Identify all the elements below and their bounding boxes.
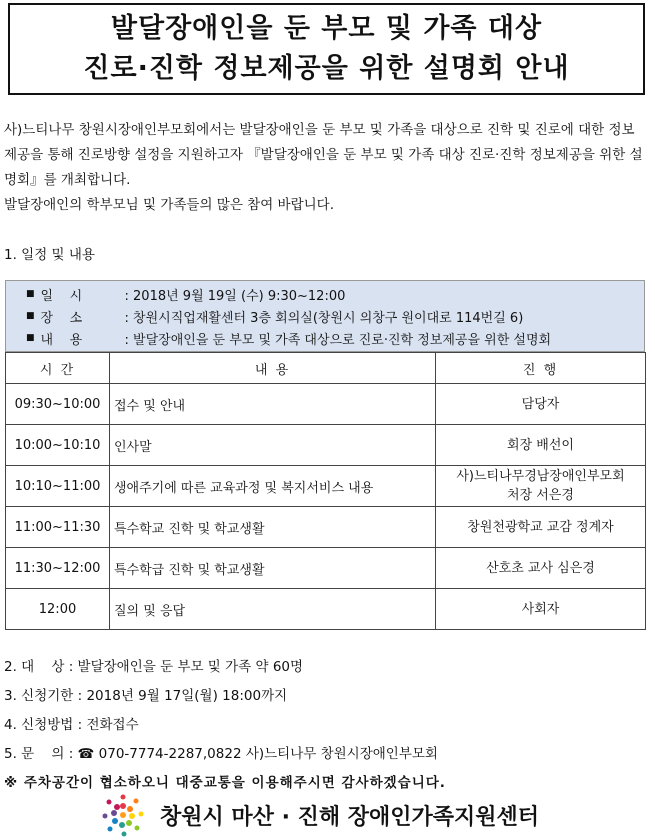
- info-value: : 2018년 9월 19일 (수) 9:30~12:00: [124, 288, 346, 304]
- detail-method: 4. 신청방법 : 전화접수: [4, 716, 139, 733]
- info-row-content: [6, 327, 644, 349]
- host-line-1: 회장 배선이: [507, 437, 574, 453]
- cell-time: 10:00~10:10: [6, 425, 110, 466]
- table-row: [6, 548, 646, 589]
- info-label: 내 용: [40, 332, 83, 348]
- cell-host: [436, 425, 646, 466]
- table-row: [6, 466, 646, 507]
- cell-content: 생애주기에 따른 교육과정 및 복지서비스 내용: [110, 466, 436, 507]
- cell-time: 11:30~12:00: [6, 548, 110, 589]
- detail-target: 2. 대 상 : 발달장애인을 둔 부모 및 가족 약 60명: [4, 658, 304, 675]
- cell-time: 11:00~11:30: [6, 507, 110, 548]
- table-header-row: [6, 353, 646, 384]
- cell-time: 12:00: [6, 589, 110, 630]
- host-line-1: 창원천광학교 교감 정계자: [467, 519, 614, 535]
- detail-deadline: 3. 신청기한 : 2018년 9월 17일(월) 18:00까지: [4, 687, 288, 704]
- cell-host: [436, 589, 646, 630]
- title-box: [8, 3, 645, 95]
- square-bullet-icon: ■: [26, 289, 35, 299]
- host-line-1: 사회자: [521, 601, 560, 617]
- colorful-dots-logo-icon: [100, 792, 146, 838]
- table-row: [6, 589, 646, 630]
- event-info-box: [5, 280, 645, 352]
- square-bullet-icon: ■: [26, 311, 35, 321]
- column-header-time: 시 간: [6, 353, 110, 384]
- cell-content: 인사말: [110, 425, 436, 466]
- cell-content: 특수학교 진학 및 학교생활: [110, 507, 436, 548]
- cell-host: [436, 507, 646, 548]
- host-line-1: 사)느티나무경남장애인부모회: [456, 469, 625, 484]
- detail-contact: 5. 문 의 : ☎ 070-7774-2287,0822 사)느티나무 창원시장애인부모회: [4, 745, 438, 762]
- title-line-1: 발달장애인을 둔 부모 및 가족 대상: [110, 13, 543, 44]
- cell-host: [436, 548, 646, 589]
- cell-content: 특수학급 진학 및 학교생활: [110, 548, 436, 589]
- column-header-host: 진 행: [436, 353, 646, 384]
- intro-paragraph-2: 발달장애인의 학부모님 및 가족들의 많은 참여 바랍니다.: [4, 197, 334, 213]
- intro-paragraph-1: 사)느티나무 창원시장애인부모회에서는 발달장애인을 둔 부모 및 가족을 대상으로 진학 및 진로에 대한 정보제공을 통해 진로방향 설정을 지원하고자 『발달장애인을 둔 부모 및 가족 대상 진로·진학 정보제공을 위한 설명회』를 개최합니다.: [4, 122, 643, 188]
- parking-note: ※ 주차공간이 협소하오니 대중교통을 이용해주시면 감사하겠습니다.: [4, 774, 446, 791]
- application-details: [4, 650, 649, 795]
- cell-host: [436, 466, 646, 507]
- info-value: : 창원시직업재활센터 3층 회의실(창원시 의창구 원이대로 114번길 6): [124, 310, 524, 326]
- info-row-date: [6, 283, 644, 305]
- info-value: : 발달장애인을 둔 부모 및 가족 대상으로 진로·진학 정보제공을 위한 설명회: [124, 332, 552, 348]
- cell-time: 10:10~11:00: [6, 466, 110, 507]
- info-label: 일 시: [40, 288, 83, 304]
- host-line-1: 산호초 교사 심은경: [486, 560, 595, 576]
- title-line-2: 진로·진학 정보제공을 위한 설명회 안내: [83, 53, 570, 84]
- cell-content: 질의 및 응답: [110, 589, 436, 630]
- info-row-place: [6, 305, 644, 327]
- host-line-2: 처장 서은경: [507, 488, 574, 503]
- square-bullet-icon: ■: [26, 333, 35, 343]
- footer-organization-name: 창원시 마산 · 진해 장애인가족지원센터: [160, 804, 540, 830]
- table-row: [6, 384, 646, 425]
- section-heading-schedule: 1. 일정 및 내용: [4, 247, 95, 263]
- cell-host: [436, 384, 646, 425]
- column-header-content: 내 용: [110, 353, 436, 384]
- host-line-1: 담당자: [521, 396, 560, 412]
- cell-time: 09:30~10:00: [6, 384, 110, 425]
- cell-content: 접수 및 안내: [110, 384, 436, 425]
- info-label: 장 소: [40, 310, 83, 326]
- table-row: [6, 425, 646, 466]
- footer: [100, 792, 539, 838]
- schedule-table: [5, 352, 646, 630]
- table-row: [6, 507, 646, 548]
- intro-text: [4, 118, 644, 218]
